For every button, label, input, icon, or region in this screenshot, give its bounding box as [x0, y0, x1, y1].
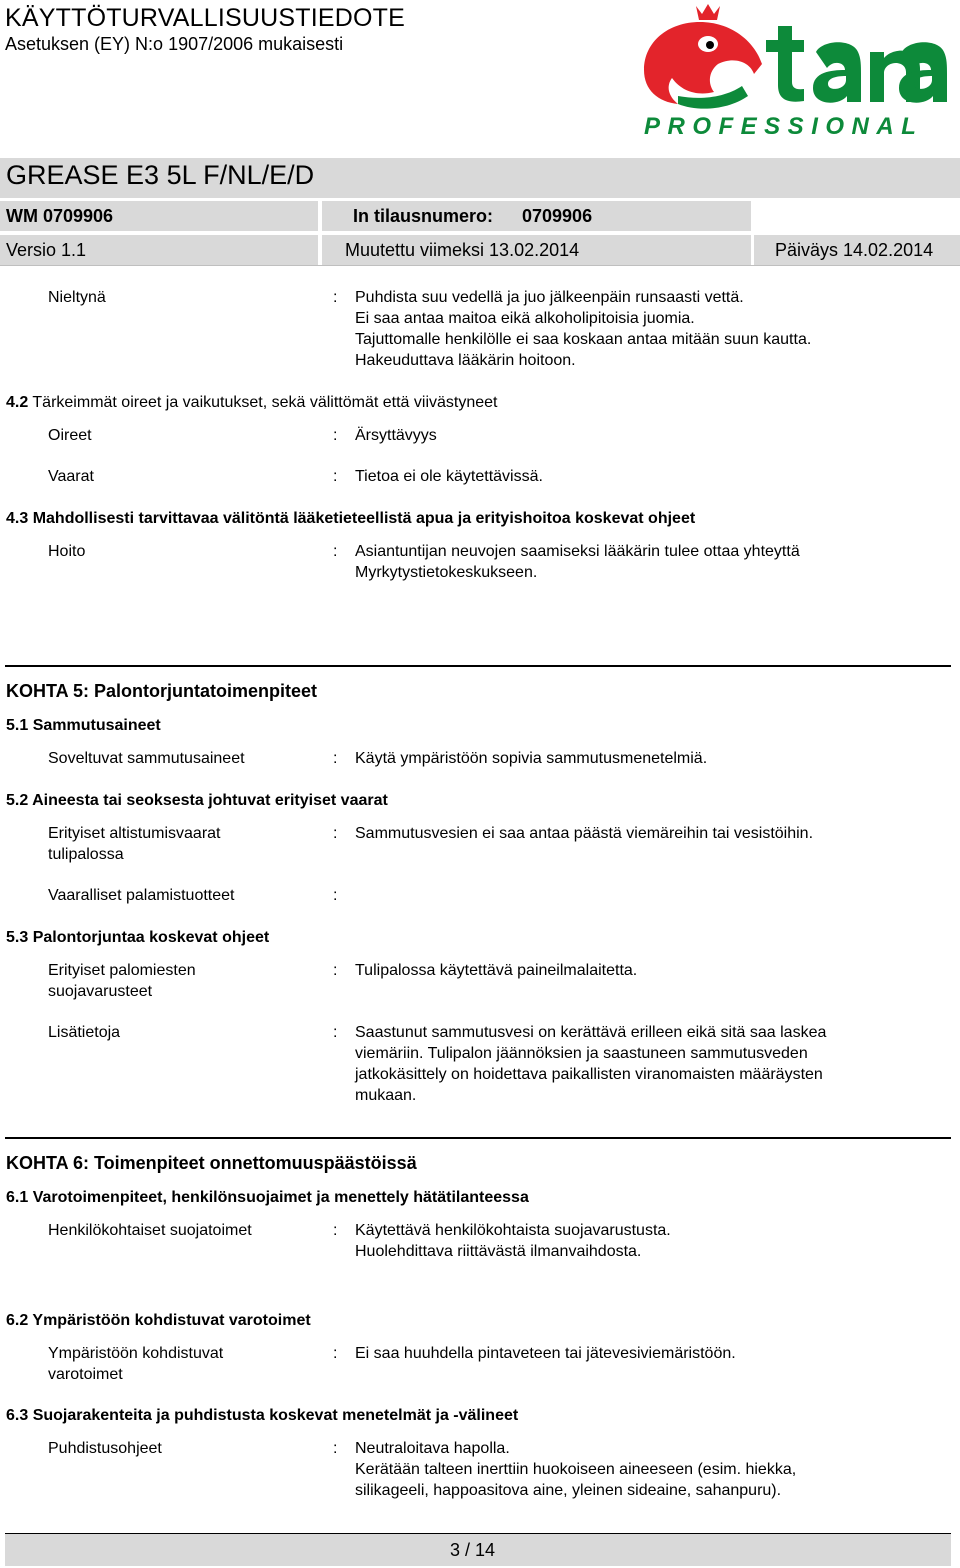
further-info-label: Lisätietoja	[48, 1024, 121, 1041]
ingestion-line: Tajuttomalle henkilölle ei saa koskaan antaa mitään suun kautta.	[355, 331, 812, 348]
firefighter-equipment-label: suojavarusteet	[48, 983, 153, 1000]
colon: :	[333, 468, 338, 485]
section-divider	[5, 665, 951, 667]
extinguishing-media-value: Käytä ympäristöön sopivia sammutusmenetelmiä.	[355, 750, 708, 767]
tana-wordmark	[766, 26, 947, 103]
colon: :	[333, 825, 338, 842]
colon: :	[333, 750, 338, 767]
order-number: 0709906	[522, 206, 593, 226]
cleanup-line: Kerätään talteen inerttiin huokoiseen aineeseen (esim. hiekka,	[355, 1461, 797, 1478]
treatment-line: Myrkytystietokeskukseen.	[355, 564, 538, 581]
environmental-precautions-label: varotoimet	[48, 1366, 123, 1383]
document-title: KÄYTTÖTURVALLISUUSTIEDOTE	[5, 4, 405, 32]
further-info-line: viemäriin. Tulipalon jäännöksien ja saastuneen sammutusveden	[355, 1045, 808, 1062]
frog-mascot-icon	[644, 4, 762, 109]
cleanup-label: Puhdistusohjeet	[48, 1440, 162, 1457]
colon: :	[333, 1440, 338, 1457]
colon: :	[333, 1345, 338, 1362]
product-name: GREASE E3 5L F/NL/E/D	[6, 160, 315, 190]
further-info-line: Saastunut sammutusvesi on kerättävä erilleen eikä sitä saa laskea	[355, 1024, 827, 1041]
professional-wordmark: PROFESSIONAL	[644, 113, 924, 140]
personal-precautions-line: Huolehdittava riittävästä ilmanvaihdosta.	[355, 1243, 642, 1260]
subsection-4-2-heading	[6, 392, 497, 413]
firefighter-equipment-label: Erityiset palomiesten	[48, 962, 196, 979]
subsection-4-3-heading: 4.3 Mahdollisesti tarvittavaa välitöntä lääketieteellistä apua ja erityishoitoa koskevat ohjeet	[6, 510, 696, 527]
section-6-title: KOHTA 6: Toimenpiteet onnettomuuspäästöissä	[6, 1153, 417, 1173]
extinguishing-media-label: Soveltuvat sammutusaineet	[48, 750, 245, 767]
version: Versio 1.1	[6, 240, 87, 260]
hazards-label: Vaarat	[48, 468, 94, 485]
subsection-6-2-heading: 6.2 Ympäristöön kohdistuvat varotoimet	[6, 1312, 311, 1329]
subsection-6-1-heading: 6.1 Varotoimenpiteet, henkilönsuojaimet ja menettely hätätilanteessa	[6, 1189, 529, 1206]
symptoms-label: Oireet	[48, 427, 92, 444]
hazards-value: Tietoa ei ole käytettävissä.	[355, 468, 543, 485]
colon: :	[333, 543, 338, 560]
ingestion-line: Puhdista suu vedellä ja juo jälkeenpäin runsaasti vettä.	[355, 289, 744, 306]
subsection-5-1-heading: 5.1 Sammutusaineet	[6, 717, 161, 734]
colon: :	[333, 1024, 338, 1041]
section-divider	[5, 1137, 951, 1139]
cleanup-line: silikageeli, happoasitova aine, yleinen sideaine, sahanpuru).	[355, 1482, 782, 1499]
treatment-line: Asiantuntijan neuvojen saamiseksi lääkärin tulee ottaa yhteyttä	[355, 543, 800, 560]
personal-precautions-line: Käytettävä henkilökohtaista suojavarustusta.	[355, 1222, 671, 1239]
colon: :	[333, 289, 338, 306]
subsection-number: 4.2	[6, 394, 29, 411]
colon: :	[333, 1222, 338, 1239]
order-number-label: In tilausnumero:	[353, 206, 494, 226]
environmental-precautions-value: Ei saa huuhdella pintaveteen tai jätevesiviemäristöön.	[355, 1345, 736, 1362]
colon: :	[333, 887, 338, 904]
cleanup-line: Neutraloitava hapolla.	[355, 1440, 510, 1457]
last-modified: Muutettu viimeksi 13.02.2014	[345, 240, 580, 260]
colon: :	[333, 427, 338, 444]
environmental-precautions-label: Ympäristöön kohdistuvat	[48, 1345, 224, 1362]
issue-date: Päiväys 14.02.2014	[775, 240, 934, 260]
subsection-5-2-heading: 5.2 Aineesta tai seoksesta johtuvat erityiset vaarat	[6, 792, 388, 809]
ingestion-line: Hakeuduttava lääkärin hoitoon.	[355, 352, 576, 369]
firefighter-equipment-value: Tulipalossa käytettävä paineilmalaitetta.	[355, 962, 638, 979]
symptoms-value: Ärsyttävyys	[355, 427, 437, 444]
tana-professional-logo	[638, 0, 950, 140]
exposure-hazards-value: Sammutusvesien ei saa antaa päästä viemäreihin tai vesistöihin.	[355, 825, 814, 842]
page-number: 3 / 14	[450, 1540, 496, 1560]
further-info-line: mukaan.	[355, 1087, 417, 1104]
combustion-products-label: Vaaralliset palamistuotteet	[48, 887, 235, 904]
colon: :	[333, 962, 338, 979]
wm-number: WM 0709906	[6, 206, 114, 226]
treatment-label: Hoito	[48, 543, 86, 560]
exposure-hazards-label: Erityiset altistumisvaarat	[48, 825, 221, 842]
subsection-6-3-heading: 6.3 Suojarakenteita ja puhdistusta koskevat menetelmät ja -välineet	[6, 1407, 519, 1424]
section-5-title: KOHTA 5: Palontorjuntatoimenpiteet	[6, 681, 318, 701]
header-divider	[0, 265, 960, 266]
exposure-hazards-label: tulipalossa	[48, 846, 124, 863]
ingestion-label: Nieltynä	[48, 289, 106, 306]
further-info-line: jatkokäsittely on hoidettava paikallisten viranomaisten määräysten	[355, 1066, 823, 1083]
regulation-subtitle: Asetuksen (EY) N:o 1907/2006 mukaisesti	[5, 34, 344, 54]
personal-precautions-label: Henkilökohtaiset suojatoimet	[48, 1222, 252, 1239]
subsection-title: Tärkeimmät oireet ja vaikutukset, sekä välittömät että viivästyneet	[32, 394, 498, 411]
subsection-5-3-heading: 5.3 Palontorjuntaa koskevat ohjeet	[6, 929, 270, 946]
ingestion-line: Ei saa antaa maitoa eikä alkoholipitoisia juomia.	[355, 310, 695, 327]
